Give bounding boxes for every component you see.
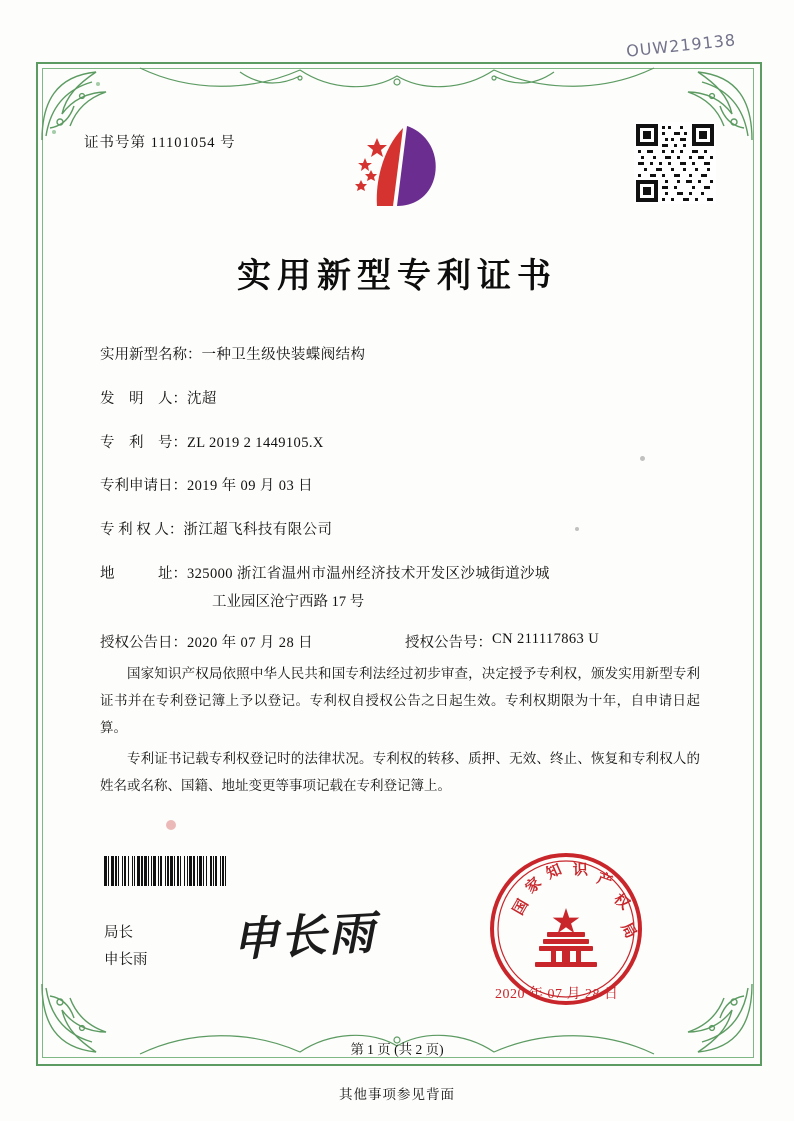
- signature-block: [104, 920, 148, 974]
- svg-text:知: 知: [543, 860, 565, 883]
- handwritten-mark: OUW219138: [625, 30, 737, 61]
- svg-text:家: 家: [521, 873, 545, 897]
- certificate-number: 证书号第 11101054 号: [84, 135, 236, 151]
- field-label: 地 址：: [100, 565, 187, 582]
- qr-code: [634, 122, 716, 204]
- field-value-line2: 工业园区沧宁西路 17 号: [212, 593, 365, 610]
- field-value: CN 211117863 U: [492, 630, 600, 647]
- svg-text:识: 识: [572, 860, 589, 879]
- handwritten-signature: 申长雨: [230, 905, 378, 967]
- field-label: 专 利 号：: [100, 434, 187, 451]
- field-inventor: [100, 389, 700, 411]
- field-value: ZL 2019 2 1449105.X: [187, 434, 324, 451]
- field-label: 专 利 权 人：: [100, 522, 184, 538]
- field-label: 实用新型名称：: [100, 347, 202, 363]
- field-label: 授权公告日：: [100, 634, 187, 651]
- field-value: 沈超: [187, 390, 217, 407]
- ink-smudge: [166, 820, 176, 830]
- speck: [575, 527, 579, 531]
- field-value: 一种卫生级快装蝶阀结构: [201, 347, 366, 363]
- field-patentee: [100, 520, 700, 542]
- field-value: 2020 年 07 月 28 日: [187, 634, 314, 651]
- svg-text:局: 局: [617, 919, 641, 942]
- field-announcement-number: [405, 631, 599, 652]
- fields-section: [100, 345, 700, 674]
- field-application-date: [100, 476, 700, 498]
- seal-date: 2020 年 07 月 28 日: [495, 987, 619, 1002]
- footer-note: 其他事项参见背面: [339, 1087, 455, 1102]
- field-value: 2019 年 09 月 03 日: [187, 478, 314, 495]
- field-utility-model-name: [100, 345, 700, 367]
- field-patent-number: [100, 433, 700, 455]
- svg-text:国: 国: [508, 895, 532, 918]
- speck: [640, 456, 645, 461]
- field-announcement-date: [100, 631, 405, 652]
- field-label: 发 明 人：: [100, 390, 187, 407]
- paragraph-grant: 国家知识产权局依照中华人民共和国专利法经过初步审查，决定授予专利权，颁发实用新型专利证书并在专利登记簿上予以登记。专利权自授权公告之日起生效。专利权期限为十年，自申请日起算。: [100, 666, 700, 735]
- svg-text:产: 产: [594, 868, 615, 891]
- field-address: [100, 564, 700, 611]
- director-label: 局长: [104, 925, 133, 941]
- field-label: 授权公告号：: [405, 634, 492, 651]
- page-number: 第 1 页 (共 2 页): [350, 1042, 444, 1057]
- field-value: 325000 浙江省温州市温州经济技术开发区沙城街道沙城: [187, 565, 550, 582]
- paragraph-register: 专利证书记载专利权登记时的法律状况。专利权的转移、质押、无效、终止、恢复和专利权人的姓名或名称、国籍、地址变更等事项记载在专利登记簿上。: [100, 751, 700, 793]
- cnipa-logo-icon: [345, 118, 455, 223]
- svg-text:权: 权: [610, 889, 634, 914]
- legal-text-section: [100, 660, 700, 803]
- page-title: 实用新型专利证书: [237, 256, 557, 296]
- field-label: 专利申请日：: [100, 478, 187, 495]
- field-value: 浙江超飞科技有限公司: [183, 522, 333, 538]
- director-name: 申长雨: [104, 951, 148, 968]
- field-announcement-row: [100, 631, 700, 652]
- barcode: [104, 856, 309, 886]
